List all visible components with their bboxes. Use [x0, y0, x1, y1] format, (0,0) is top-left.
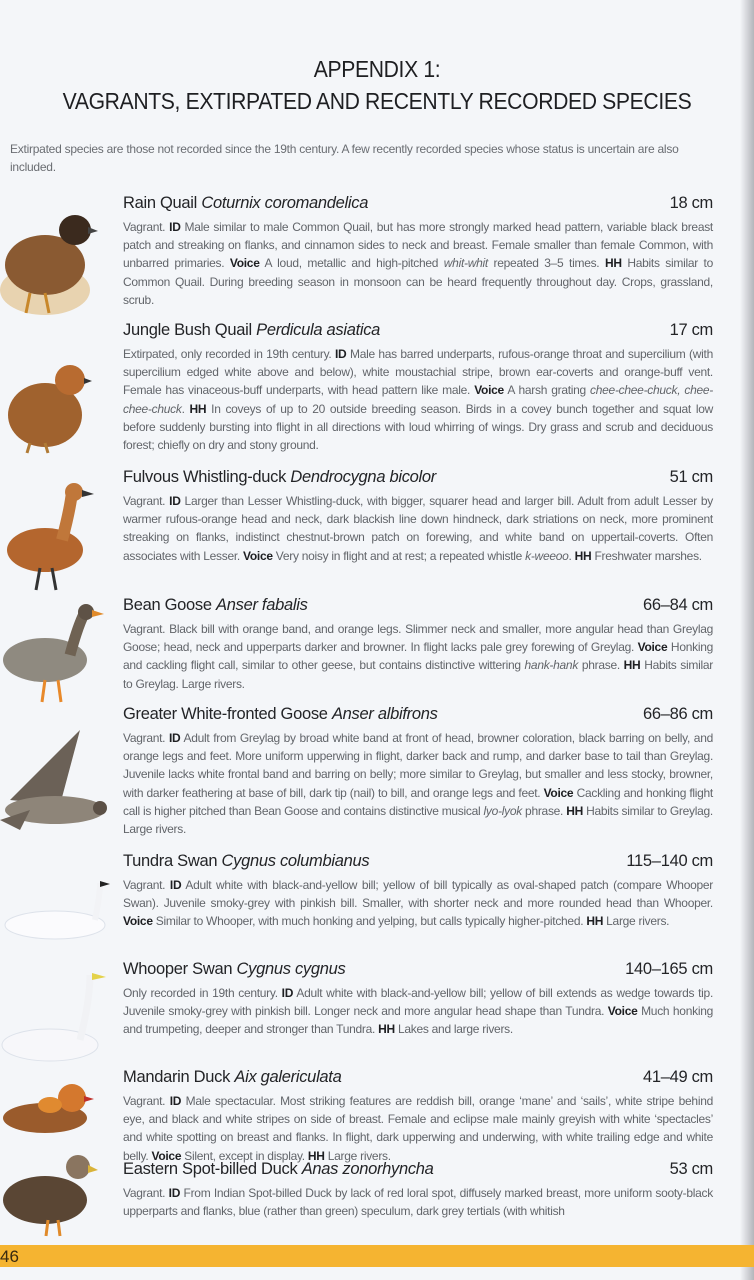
- scientific-name: Coturnix coromandelica: [201, 194, 369, 212]
- description-segment: phrase.: [578, 658, 624, 673]
- scientific-name: Dendrocygna bicolor: [290, 468, 436, 486]
- description-segment: HH: [189, 401, 207, 416]
- description-segment: HH: [307, 1148, 325, 1163]
- description-segment: Only recorded in 19th century.: [123, 986, 282, 1000]
- common-name: Jungle Bush Quail: [123, 321, 252, 339]
- species-description: [123, 492, 713, 565]
- species-heading: [123, 468, 713, 492]
- description-segment: k-weeoo: [525, 548, 569, 563]
- common-name: Greater White-fronted Goose: [123, 705, 328, 723]
- description-segment: Cackling and honking flight call is higher pitched than Bean Goose and contains distinctive musical: [123, 785, 713, 818]
- species-heading: [123, 1068, 713, 1092]
- description-segment: HH: [623, 658, 641, 673]
- description-segment: Adult white with black-and-yellow bill; yellow of bill extends as wedge towards tip. Juvenile smoky-grey with pinkish bill. Longer neck and more angular head shape than Tundra.: [123, 986, 713, 1019]
- description-segment: Vagrant.: [123, 1094, 170, 1108]
- species-size: 17 cm: [669, 321, 713, 339]
- description-segment: ID: [335, 347, 347, 361]
- scientific-name: Cygnus columbianus: [221, 852, 370, 870]
- species-entry: [123, 852, 713, 931]
- description-segment: hank-hank: [524, 658, 579, 673]
- bird-illustration-whistling: [0, 480, 100, 600]
- species-name-group: [123, 705, 438, 729]
- common-name: Eastern Spot-billed Duck: [123, 1160, 298, 1178]
- species-description: [123, 620, 713, 693]
- common-name: Whooper Swan: [123, 960, 233, 978]
- description-segment: Vagrant.: [123, 731, 169, 745]
- species-heading: [123, 852, 713, 876]
- description-segment: .: [181, 401, 190, 416]
- bird-illustration-mandarin: [0, 1080, 100, 1145]
- description-segment: phrase.: [521, 803, 567, 818]
- species-name-group: [123, 321, 380, 345]
- description-segment: ID: [169, 1094, 182, 1108]
- description-segment: Freshwater marshes.: [591, 548, 702, 563]
- species-name-group: [123, 852, 369, 876]
- species-size: 115–140 cm: [626, 852, 713, 870]
- description-segment: Silent, except in display.: [181, 1148, 308, 1163]
- description-segment: ID: [169, 878, 182, 892]
- species-size: 66–86 cm: [642, 705, 713, 723]
- description-segment: Habits similar to Common Quail. During breeding season in monsoon can be heard frequently throughout day. Crops, grassland, scrub.: [123, 256, 714, 307]
- page-footer-bar: [0, 1245, 754, 1267]
- species-heading: [123, 960, 713, 984]
- description-segment: repeated 3–5 times.: [487, 256, 605, 271]
- description-segment: Voice: [123, 914, 153, 929]
- description-segment: Vagrant. Black bill with orange band, and orange legs. Slimmer neck and smaller, more angular head than Greylag Goose; head, neck and upperparts darker and browner. In flight lacks pale grey forewing of Greylag.: [123, 622, 713, 655]
- scientific-name: Anser fabalis: [216, 596, 308, 614]
- description-segment: Similar to Whooper, with much honking and yelping, but calls typically higher-pitched.: [152, 914, 587, 929]
- species-name-group: [123, 960, 345, 984]
- description-segment: Very noisy in flight and at rest; a repeated whistle: [272, 548, 526, 563]
- description-segment: ID: [168, 731, 181, 745]
- species-description: [123, 984, 713, 1039]
- bird-illustration-swan: [0, 875, 120, 950]
- species-name-group: [123, 194, 368, 218]
- description-segment: Male spectacular. Most striking features are reddish bill, orange ‘mane’ and ‘sails’, white stripe behind eye, and black and white stripes on side of breast. Female and eclipse male mainly greyish with white ‘spectacles’ and white spotting on breast and flanks. In flight, dark upperwing and underwing, with white trailing edge and white belly.: [123, 1094, 714, 1163]
- description-segment: A harsh grating: [503, 383, 591, 398]
- description-segment: HH: [566, 803, 583, 818]
- description-segment: Adult white with black-and-yellow bill; yellow of bill typically as oval-shaped patch (compare Whooper Swan). Juvenile smoky-grey with pinkish bill. Smaller, with shorter neck and more rounded head than Whooper.: [123, 878, 713, 911]
- scientific-name: Cygnus cygnus: [236, 960, 346, 978]
- description-segment: Voice: [543, 785, 574, 800]
- description-segment: HH: [586, 914, 604, 929]
- bird-illustration-swan2: [0, 965, 120, 1070]
- species-entry: [123, 194, 713, 309]
- description-segment: Voice: [243, 548, 273, 563]
- description-segment: Much honking and trumpeting, deeper and stronger than Tundra.: [123, 1004, 713, 1037]
- scientific-name: Anas zonorhyncha: [301, 1160, 434, 1178]
- scientific-name: Aix galericulata: [234, 1068, 342, 1086]
- description-segment: From Indian Spot-billed Duck by lack of red loral spot, diffusely marked breast, more uniform sooty-black upperparts and flanks, blue (rather than green) speculum, dark grey tertials (with whitish: [123, 1186, 713, 1219]
- bird-illustration-quail: [0, 205, 100, 325]
- species-entry: [123, 960, 713, 1039]
- species-description: [123, 218, 713, 309]
- species-description: [123, 876, 713, 931]
- description-segment: Male has barred underparts, rufous-orange throat and supercilium (with supercilium edged white above and below), white moustachial stripe, brown ear-coverts and orange-buff vent. Female has vinaceous-buff underparts, with head pattern like male.: [123, 347, 713, 398]
- description-segment: HH: [604, 256, 622, 271]
- species-name-group: [123, 596, 308, 620]
- description-segment: Male similar to male Common Quail, but has more strongly marked head pattern, variable black breast patch and streaking on flanks, and cinnamon sides to neck and breast. Female smaller than female Common, with unbarred primaries.: [123, 220, 713, 271]
- description-segment: Voice: [474, 383, 504, 398]
- species-description: [123, 729, 713, 838]
- description-segment: ID: [281, 986, 294, 1000]
- species-name-group: [123, 468, 436, 492]
- description-segment: ID: [168, 1186, 181, 1200]
- description-segment: ID: [169, 220, 181, 234]
- species-name-group: [123, 1068, 341, 1092]
- book-spine-shadow: [740, 0, 754, 1280]
- description-segment: A loud, metallic and high-pitched: [259, 256, 444, 271]
- description-segment: Larger than Lesser Whistling-duck, with bigger, squarer head and larger bill. Adult from adult Lesser by warmer rufous-orange head and neck, dark blackish line down hindneck, dark striations on neck, more prominent streaking on flanks, indistinct chestnut-brown patch on forewing, and white band on uppertail-coverts. Often associates with Lesser.: [123, 494, 713, 563]
- description-segment: .: [568, 548, 575, 563]
- common-name: Mandarin Duck: [123, 1068, 231, 1086]
- description-segment: Vagrant.: [123, 494, 170, 508]
- species-entry: [123, 1068, 713, 1165]
- common-name: Tundra Swan: [123, 852, 218, 870]
- species-size: 66–84 cm: [642, 596, 713, 614]
- description-segment: Habits similar to Greylag. Large rivers.: [123, 658, 713, 691]
- description-segment: Vagrant.: [123, 1186, 169, 1200]
- species-heading: [123, 194, 713, 218]
- species-heading: [123, 321, 713, 345]
- common-name: Rain Quail: [123, 194, 198, 212]
- description-segment: In coveys of up to 20 outside breeding season. Birds in a covey bunch together and squat low before suddenly bursting into flight in all directions with loud whirring of wings. Dry grass and scrub and deciduous forest; chiefly on dry and stony ground.: [123, 401, 714, 453]
- description-segment: Voice: [637, 640, 668, 655]
- common-name: Bean Goose: [123, 596, 212, 614]
- species-size: 51 cm: [669, 468, 713, 486]
- species-description: [123, 1092, 713, 1165]
- bird-illustration-spotbill: [0, 1145, 100, 1245]
- scientific-name: Anser albifrons: [331, 705, 438, 723]
- species-entry: [123, 596, 713, 693]
- description-segment: whit-whit: [443, 256, 488, 271]
- bird-illustration-goose: [0, 600, 105, 715]
- common-name: Fulvous Whistling-duck: [123, 468, 287, 486]
- scientific-name: Perdicula asiatica: [256, 321, 381, 339]
- description-segment: HH: [378, 1022, 395, 1037]
- species-size: 41–49 cm: [642, 1068, 713, 1086]
- species-entry: [123, 1160, 713, 1220]
- species-heading: [123, 1160, 713, 1184]
- species-description: [123, 1184, 713, 1220]
- description-segment: HH: [574, 548, 592, 563]
- description-segment: Honking and cackling flight call, similar to other geese, but contains distinctive wittering: [123, 640, 714, 673]
- description-segment: chee-chee-chuck, chee-chee-chuck: [123, 383, 713, 416]
- appendix-title: APPENDIX 1:: [313, 56, 441, 82]
- description-segment: Voice: [229, 256, 260, 271]
- description-segment: Extirpated, only recorded in 19th century.: [123, 347, 335, 361]
- bird-illustration-bushquail: [0, 355, 100, 460]
- species-description: [123, 345, 713, 454]
- species-entry: [123, 468, 713, 565]
- page-number: 46: [0, 1247, 19, 1266]
- species-entry: [123, 705, 713, 838]
- description-segment: Voice: [151, 1148, 182, 1163]
- description-segment: Large rivers.: [603, 914, 670, 929]
- description-segment: Vagrant.: [123, 878, 170, 892]
- description-segment: ID: [169, 494, 181, 508]
- species-size: 53 cm: [669, 1160, 713, 1178]
- bird-illustration-goose-flight: [0, 730, 110, 845]
- description-segment: Lakes and large rivers.: [394, 1022, 513, 1037]
- species-size: 18 cm: [669, 194, 713, 212]
- description-segment: Voice: [607, 1004, 638, 1019]
- species-heading: [123, 596, 713, 620]
- description-segment: Vagrant.: [123, 220, 170, 234]
- intro-paragraph: Extirpated species are those not recorded since the 19th century. A few recently recorded species whose status is uncertain are also included.: [10, 142, 679, 174]
- species-name-group: [123, 1160, 434, 1184]
- description-segment: lyo-lyok: [483, 803, 522, 818]
- species-heading: [123, 705, 713, 729]
- description-segment: Large rivers.: [324, 1148, 391, 1163]
- description-segment: Adult from Greylag by broad white band at front of head, browner coloration, black barring on belly, and orange legs and feet. More uniform upperwing in flight, darker back and rump, and darker base to tail than Greylag. Juvenile lacks white frontal band and barring on belly; more similar to Greylag, but smaller and less stocky, browner, with darker feathering at base of bill, dark tip (nail) to bill, and orange legs and feet.: [123, 731, 713, 800]
- appendix-subtitle: VAGRANTS, EXTIRPATED AND RECENTLY RECORDED SPECIES: [62, 88, 692, 114]
- species-entry: [123, 321, 713, 454]
- species-size: 140–165 cm: [625, 960, 713, 978]
- description-segment: Habits similar to Greylag. Large rivers.: [123, 803, 713, 837]
